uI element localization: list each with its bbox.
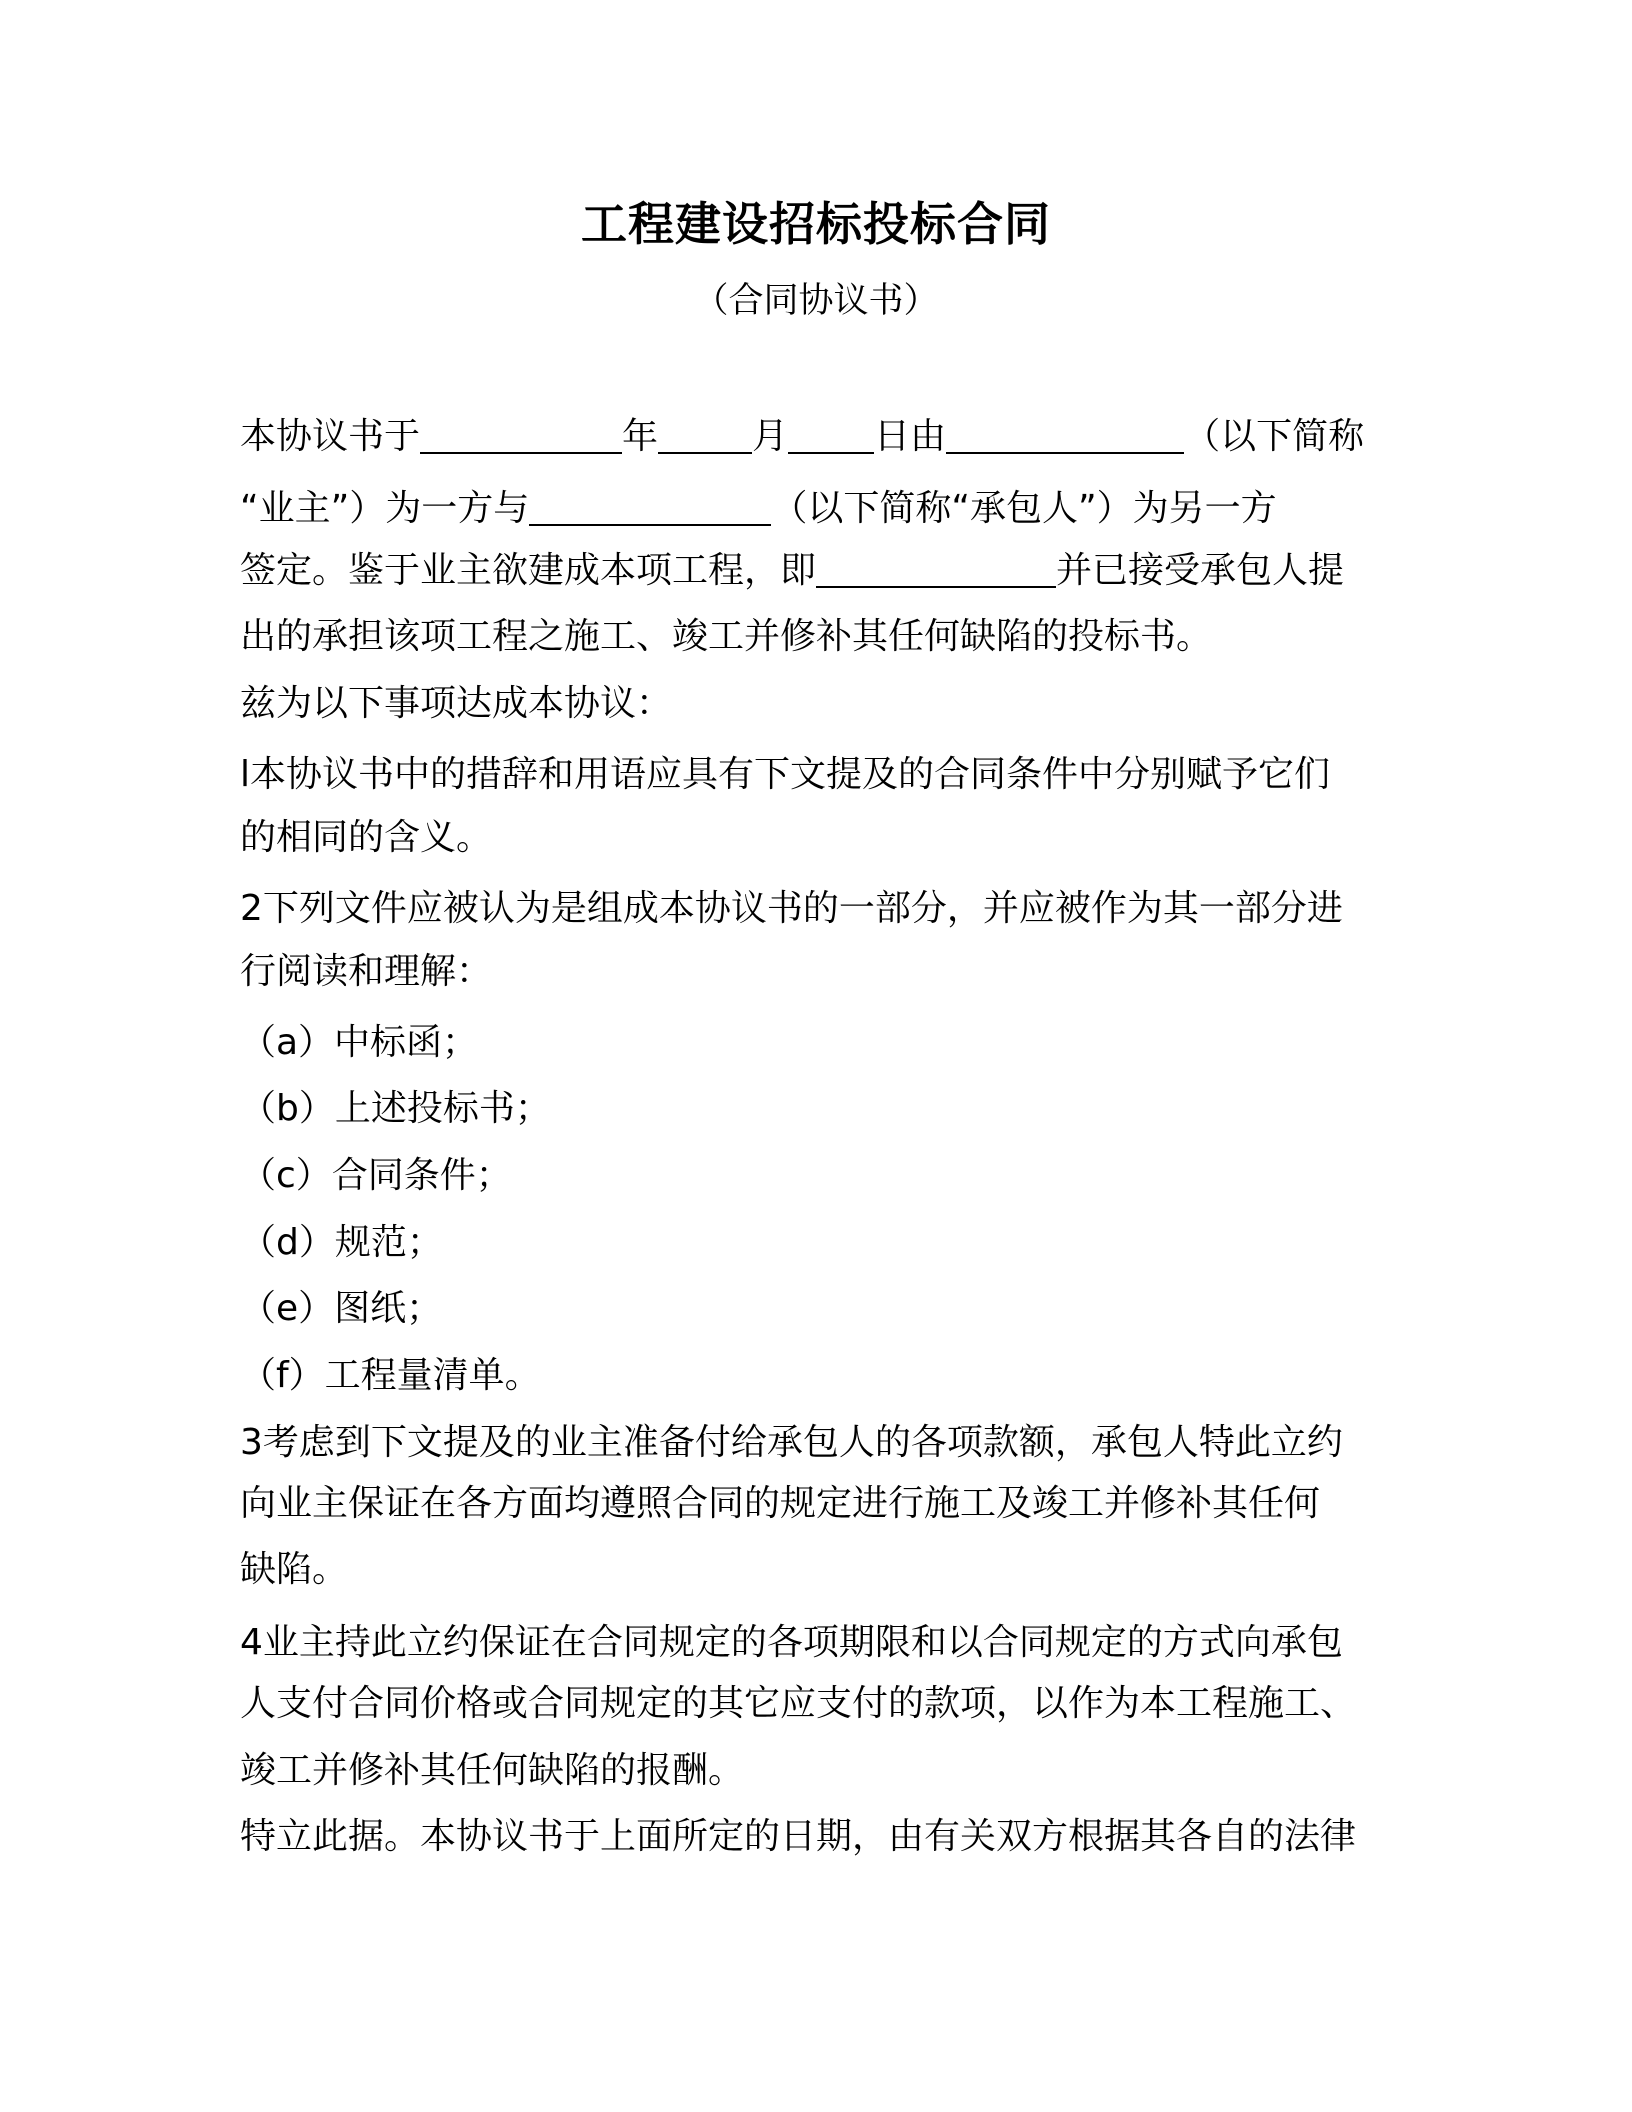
list-item: （f）工程量清单。 — [240, 1355, 541, 1396]
owner-name-blank — [946, 412, 1184, 454]
preamble-text: 日由 — [874, 416, 947, 457]
month-blank — [658, 412, 752, 454]
preamble-line-3 — [240, 546, 1344, 596]
preamble-text: 并已接受承包人提 — [1056, 550, 1345, 591]
preamble-line-4: 出的承担该项工程之施工、竣工并修补其任何缺陷的投标书。 — [240, 616, 1213, 657]
clause-3-line-1: 3考虑到下文提及的业主准备付给承包人的各项款额，承包人特此立约 — [240, 1422, 1343, 1463]
clause-2-line-1: 2下列文件应被认为是组成本协议书的一部分，并应被作为其一部分进 — [240, 888, 1343, 929]
list-item: （d）规范； — [240, 1222, 443, 1263]
closing-line: 特立此据。本协议书于上面所定的日期，由有关双方根据其各自的法律 — [240, 1816, 1357, 1857]
preamble-line-1 — [240, 412, 1364, 462]
preamble-text: 本协议书于 — [240, 416, 421, 457]
preamble-text: 月 — [752, 416, 789, 457]
document-subtitle: （合同协议书） — [693, 281, 939, 321]
preamble-text: （以下简称“承包人”）为另一方 — [771, 488, 1277, 529]
agreement-intro: 兹为以下事项达成本协议： — [240, 683, 673, 724]
clause-3-line-2: 向业主保证在各方面均遵照合同的规定进行施工及竣工并修补其任何 — [240, 1483, 1321, 1524]
preamble-text: 年 — [622, 416, 659, 457]
document-title: 工程建设招标投标合同 — [581, 197, 1051, 251]
clause-4-line-1: 4业主持此立约保证在合同规定的各项期限和以合同规定的方式向承包 — [240, 1622, 1343, 1663]
clause-3-line-3: 缺陷。 — [240, 1549, 349, 1590]
list-item: （c）合同条件； — [240, 1155, 512, 1196]
clause-1-line-1: l本协议书中的措辞和用语应具有下文提及的合同条件中分别赋予它们 — [240, 754, 1331, 795]
preamble-text: “业主”）为一方与 — [240, 488, 530, 529]
contractor-name-blank — [529, 484, 771, 526]
project-name-blank — [816, 546, 1056, 588]
day-blank — [788, 412, 874, 454]
clause-2-line-2: 行阅读和理解： — [240, 951, 493, 992]
clause-4-line-2: 人支付合同价格或合同规定的其它应支付的款项，以作为本工程施工、 — [240, 1683, 1357, 1724]
preamble-line-2 — [240, 484, 1277, 534]
year-blank — [420, 412, 622, 454]
preamble-text: （以下简称 — [1184, 416, 1365, 457]
clause-1-line-2: 的相同的含义。 — [240, 817, 493, 858]
clause-4-line-3: 竣工并修补其任何缺陷的报酬。 — [240, 1750, 745, 1791]
list-item: （e）图纸； — [240, 1288, 443, 1329]
list-item: （a）中标函； — [240, 1022, 479, 1063]
list-item: （b）上述投标书； — [240, 1088, 551, 1129]
preamble-text: 签定。鉴于业主欲建成本项工程，即 — [240, 550, 817, 591]
